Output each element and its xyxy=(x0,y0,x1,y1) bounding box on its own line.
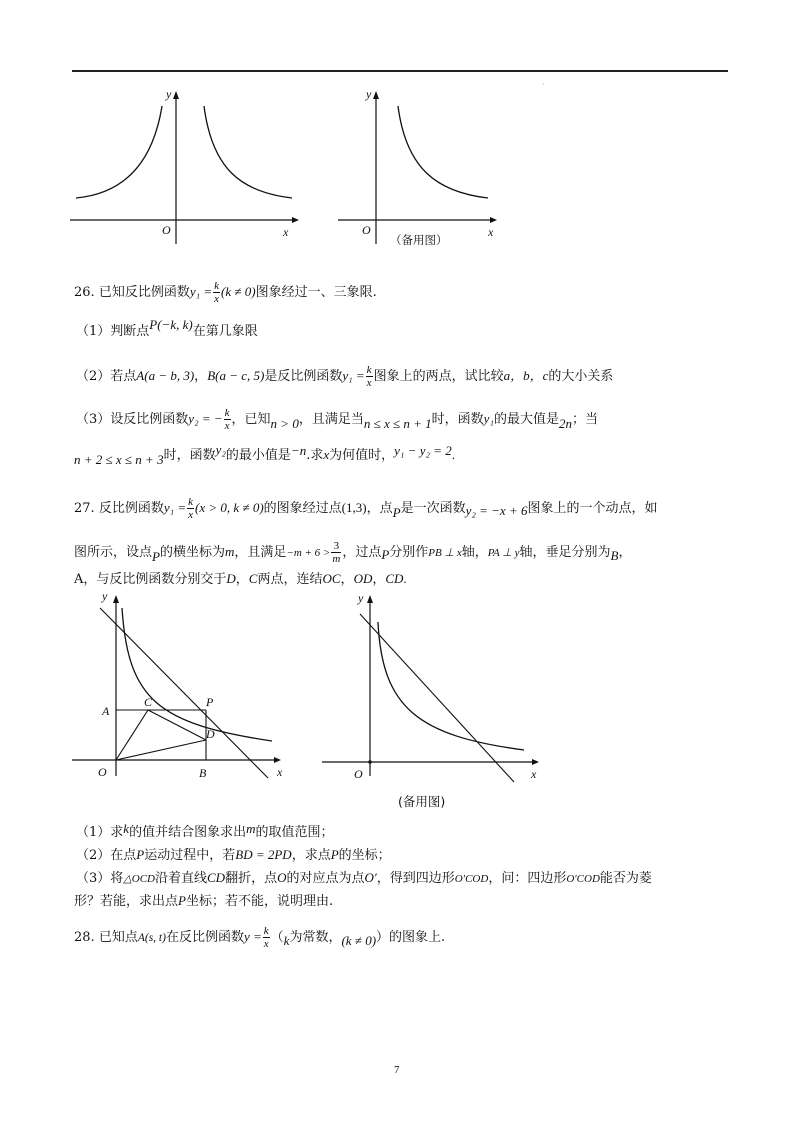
math-m: m xyxy=(246,821,256,836)
text: .求 xyxy=(306,448,324,463)
text: ， xyxy=(235,572,249,587)
math-P: P xyxy=(381,547,390,562)
part-number: （1） xyxy=(76,825,111,840)
math-point-13: (1,3) xyxy=(341,500,367,515)
math-O-prime: O′ xyxy=(364,870,377,885)
label-y: y xyxy=(366,87,372,101)
math-x: x xyxy=(323,447,330,462)
math-k-ne-0: (k ≠ 0) xyxy=(341,933,377,948)
frac-k-x xyxy=(213,280,220,305)
text: 的最大值是 xyxy=(493,412,559,427)
q26-part3-line2 xyxy=(74,442,456,467)
text: 的对应点为点 xyxy=(286,871,365,886)
hyperbola xyxy=(378,622,524,750)
math-neg-n: −n xyxy=(290,443,307,458)
text: ，得到四边形 xyxy=(376,871,455,886)
header-rule xyxy=(72,70,728,72)
x-axis-arrow xyxy=(292,217,299,223)
q26-part1 xyxy=(76,317,258,341)
math-PB: PB ⊥ x xyxy=(428,547,462,559)
math-point-b: B(a − c, 5) xyxy=(207,368,265,383)
math-cond: (x > 0, k ≠ 0) xyxy=(195,500,264,515)
math-P: P xyxy=(152,549,160,564)
stray-mark: · xyxy=(542,80,545,89)
text: 的横坐标为 xyxy=(159,545,225,560)
text: 两点，连结 xyxy=(257,572,323,587)
math-range1: n ≤ x ≤ n + 1 xyxy=(363,416,432,431)
text: 若点 xyxy=(110,369,137,384)
comma: ， xyxy=(618,544,632,559)
math-C: C xyxy=(248,571,258,586)
x-axis-arrow xyxy=(532,759,539,765)
num: k xyxy=(214,280,220,292)
curve xyxy=(398,106,488,198)
label-x: x xyxy=(488,225,494,239)
q27-number: 27. xyxy=(74,501,95,516)
segment-OC xyxy=(116,710,148,760)
math-P: P xyxy=(330,847,339,862)
text: 分别作 xyxy=(389,545,429,560)
frac-k-x xyxy=(224,407,231,432)
math-2n: 2n xyxy=(558,416,572,431)
math-bd: BD = 2PD xyxy=(235,847,292,862)
math-y1: y₁ = xyxy=(342,368,365,383)
num: k xyxy=(224,407,230,419)
text: 的图象经过点 xyxy=(263,501,342,516)
text: 求 xyxy=(110,825,124,840)
text: 已知点 xyxy=(98,930,138,945)
label-origin: O xyxy=(162,223,171,237)
caption-backup: （备用图） xyxy=(390,233,448,247)
text: 坐标；若不能，说明理由. xyxy=(185,894,334,909)
text: ，过点 xyxy=(342,545,382,560)
math-cond: (k ≠ 0) xyxy=(221,284,256,299)
figure-q27-main xyxy=(72,590,292,790)
q27-stem-line2 xyxy=(74,540,632,565)
label-A: A xyxy=(102,704,110,718)
text: 的取值范围； xyxy=(255,825,334,840)
text: 反比例函数 xyxy=(98,501,164,516)
den: x xyxy=(224,420,230,432)
text: 为何值时， xyxy=(329,448,395,463)
line-y2 xyxy=(360,614,514,782)
math-CD: CD xyxy=(385,571,404,586)
math-y: y = xyxy=(243,929,262,944)
label-C: C xyxy=(144,695,153,709)
q27-part1 xyxy=(76,823,334,842)
num: 3 xyxy=(331,540,341,553)
text: 时，函数 xyxy=(163,448,216,463)
x-axis-arrow xyxy=(274,757,281,763)
comma: ， xyxy=(340,571,354,586)
q26-part2 xyxy=(76,364,613,389)
label-D: D xyxy=(206,727,215,741)
math-OD: OD xyxy=(353,571,373,586)
text: ；当 xyxy=(571,412,598,427)
den: x xyxy=(214,293,220,305)
part-number: （2） xyxy=(76,369,111,384)
q26-stem xyxy=(74,280,377,305)
math-quad: O′COD xyxy=(454,873,489,885)
part-number: （3） xyxy=(76,871,111,886)
den: x xyxy=(366,377,372,389)
math-ineq: −m + 6 > xyxy=(286,547,331,559)
y-axis-arrow xyxy=(373,91,379,99)
figure-top-right xyxy=(338,86,508,251)
x-axis-arrow xyxy=(490,217,497,223)
text: ）的图象上. xyxy=(376,930,446,945)
hyperbola xyxy=(122,608,272,741)
text: 判断点 xyxy=(110,324,150,339)
text: 的大小关系 xyxy=(548,369,614,384)
label-x: x xyxy=(283,225,289,239)
text: ，求点 xyxy=(291,848,331,863)
text: 的值并结合图象求出 xyxy=(129,825,247,840)
q26-part3-line1 xyxy=(76,407,598,432)
y-axis-arrow xyxy=(367,595,373,603)
den: m xyxy=(332,553,341,565)
part-number: （2） xyxy=(76,848,111,863)
math-B: B xyxy=(610,548,619,563)
text: 图象上的一个动点，如 xyxy=(527,501,658,516)
label-y: y xyxy=(166,87,172,101)
label-origin: O xyxy=(362,223,371,237)
text: 沿着直线 xyxy=(154,871,207,886)
q27-part2 xyxy=(76,846,391,865)
curve-left xyxy=(76,106,162,198)
text: 的坐标； xyxy=(338,848,391,863)
text: ，且满足当 xyxy=(298,412,364,427)
math-point: P(−k, k) xyxy=(149,317,193,332)
text: 图所示，设点 xyxy=(74,545,153,560)
comma: ， xyxy=(372,571,386,586)
math-P: P xyxy=(178,893,186,908)
segment-OD xyxy=(116,740,206,760)
frac-k-x xyxy=(366,364,373,389)
num: k xyxy=(263,925,269,937)
part-number: （1） xyxy=(76,324,111,339)
math-OC: OC xyxy=(322,571,341,586)
q27-part3-line1 xyxy=(76,869,652,888)
math-point-A: A(s, t) xyxy=(137,932,166,944)
math-range2: n + 2 ≤ x ≤ n + 3 xyxy=(74,452,164,467)
text: 翻折，点 xyxy=(225,871,278,886)
text: 的最小值是 xyxy=(225,448,291,463)
label-origin: O xyxy=(354,767,363,781)
math-y2: y₂ = − xyxy=(188,411,223,426)
figure-top-left xyxy=(70,86,300,246)
label-origin: O xyxy=(98,765,107,779)
text: 设反比例函数 xyxy=(110,412,189,427)
math-k: k xyxy=(283,933,290,948)
math-quad: O′COD xyxy=(566,873,600,885)
math-triangle: △OCD xyxy=(123,873,155,885)
text: ，点 xyxy=(366,501,393,516)
math-y1-sub: y₁ xyxy=(483,411,494,426)
q27-stem-line1 xyxy=(74,496,657,521)
text: 将 xyxy=(110,871,124,886)
math-point-a: A(a − b, 3) xyxy=(136,368,195,383)
text: 在点 xyxy=(110,848,137,863)
math-y1: y₁ = xyxy=(189,284,213,299)
y-axis-arrow xyxy=(173,91,179,99)
q28-number: 28. xyxy=(74,930,95,945)
text: ，且满足 xyxy=(234,545,287,560)
label-B: B xyxy=(199,766,207,780)
num: k xyxy=(188,496,194,508)
text: A，与反比例函数分别交于 xyxy=(74,572,227,587)
math-m: m xyxy=(224,544,235,559)
text: 为常数， xyxy=(289,930,342,945)
math-CD: CD xyxy=(207,870,226,885)
math-n-gt-0: n > 0 xyxy=(270,416,299,431)
den: x xyxy=(188,509,194,521)
figure-q27-backup xyxy=(322,590,552,818)
text: 形？若能，求出点 xyxy=(74,894,179,909)
text: 运动过程中，若 xyxy=(144,848,236,863)
text: ，问：四边形 xyxy=(488,871,567,886)
math-y2-sub: y₂ xyxy=(215,442,226,457)
text: 时，函数 xyxy=(431,412,484,427)
label-y: y xyxy=(358,591,364,605)
math-P: P xyxy=(136,847,145,862)
y-axis-arrow xyxy=(113,595,119,603)
curve-right xyxy=(204,106,292,198)
label-x: x xyxy=(531,767,537,781)
caption-backup: (备用图) xyxy=(398,794,446,809)
period: . xyxy=(451,447,456,462)
frac-3-m xyxy=(331,540,341,565)
period: . xyxy=(403,571,407,586)
text: 在反比例函数 xyxy=(165,930,244,945)
math-line: y₂ = −x + 6 xyxy=(465,503,528,518)
math-P: P xyxy=(392,505,401,520)
text: 轴， xyxy=(461,545,488,560)
text: 能否为菱 xyxy=(599,871,652,886)
math-k: k xyxy=(123,821,130,836)
part-number: （3） xyxy=(76,412,111,427)
math-O: O xyxy=(277,870,287,885)
q27-stem-line3 xyxy=(74,570,407,589)
text: 在第几象限 xyxy=(192,324,258,339)
math-diff: y₁ − y₂ = 2 xyxy=(394,443,452,458)
q27-part3-line2 xyxy=(74,892,333,911)
den: x xyxy=(263,938,269,950)
frac-k-x xyxy=(187,496,194,521)
math-y1: y₁ = xyxy=(163,500,187,515)
q28-stem xyxy=(74,925,445,950)
text: ， xyxy=(194,369,208,384)
math-D: D xyxy=(226,571,236,586)
math-PA: PA ⊥ y xyxy=(487,547,520,559)
origin-dot xyxy=(368,760,372,764)
text: （ xyxy=(270,930,284,945)
label-y: y xyxy=(102,589,108,603)
text: 是反比例函数 xyxy=(264,369,343,384)
text: 是一次函数 xyxy=(400,501,466,516)
label-P: P xyxy=(206,695,214,709)
math-abc: a，b，c xyxy=(503,368,549,383)
label-x: x xyxy=(277,765,283,779)
num: k xyxy=(366,364,372,376)
text: 图象上的两点，试比较 xyxy=(373,369,504,384)
text: 图象经过一、三象限. xyxy=(255,285,377,300)
text: 已知反比例函数 xyxy=(98,285,190,300)
text: 轴，垂足分别为 xyxy=(519,545,611,560)
page-number: 7 xyxy=(394,1064,400,1076)
line-y2 xyxy=(100,608,268,778)
frac-k-x xyxy=(263,925,270,950)
q26-number: 26. xyxy=(74,285,95,300)
text: ，已知 xyxy=(231,412,271,427)
